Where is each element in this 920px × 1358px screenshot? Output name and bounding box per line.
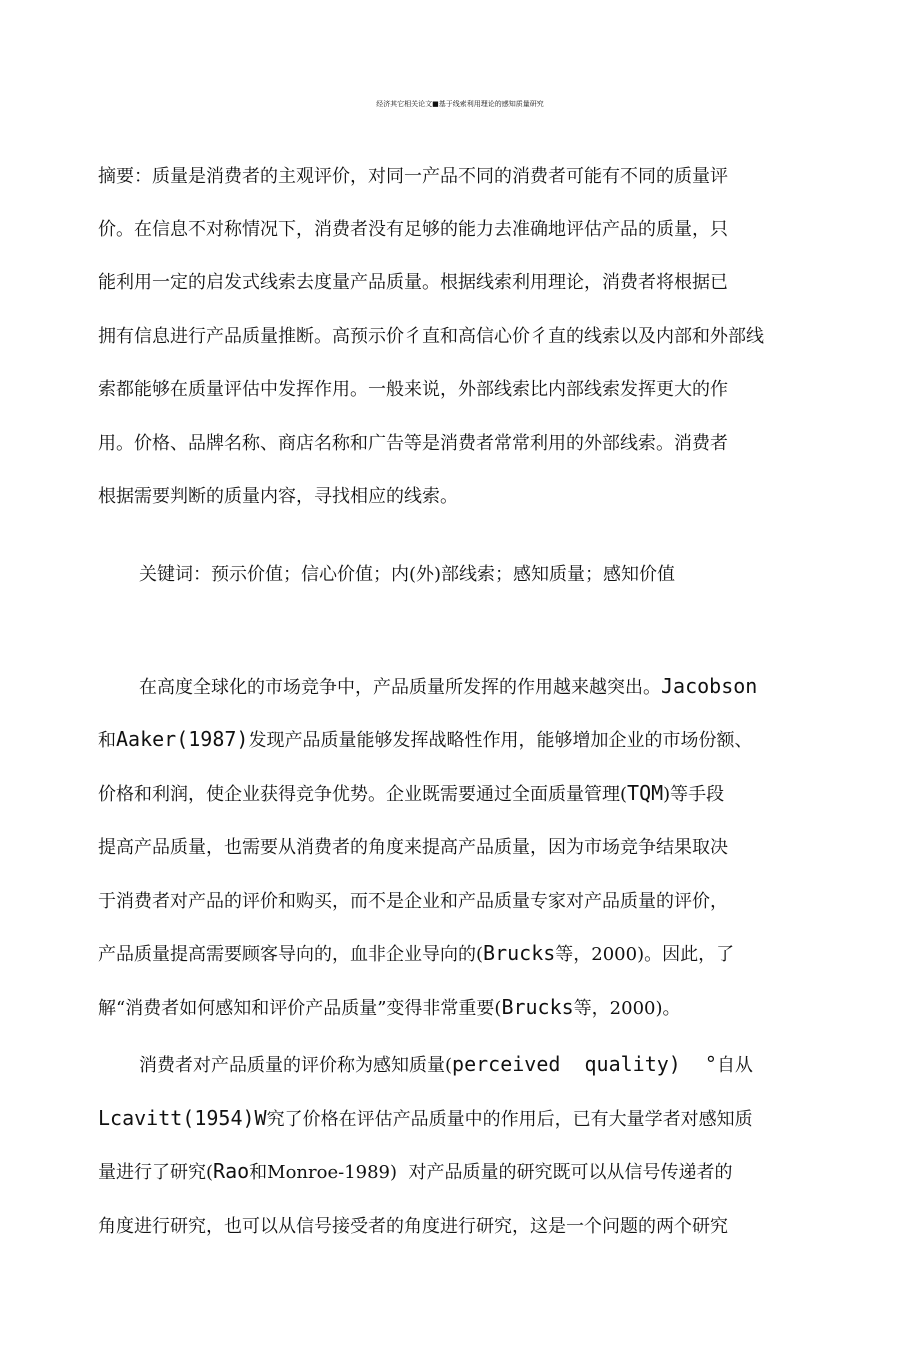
body-line: 价格和利润，使企业获得竞争优势。企业既需要通过全面质量管理(TQM)等手段 (98, 781, 725, 805)
page-title: 经济其它相关论文■基于线索利用理论的感知质量研究 (376, 100, 544, 108)
abstract-line: 用。价格、品牌名称、商店名称和广告等是消费者常常利用的外部线索。消费者 (98, 433, 728, 454)
keywords: 关键词：预示价值；信心价值；内(外)部线索；感知质量；感知价值 (139, 564, 676, 585)
abstract-line: 摘要：质量是消费者的主观评价，对同一产品不同的消费者可能有不同的质量评 (98, 166, 728, 187)
body-line: 消费者对产品质量的评价称为感知质量(perceived quality) °自从 (139, 1052, 753, 1076)
body-line: 产品质量提高需要顾客导向的，血非企业导向的(Brucks等，2000)。因此，了 (98, 941, 735, 965)
abstract-line: 价。在信息不对称情况下，消费者没有足够的能力去准确地评估产品的质量，只 (98, 219, 728, 240)
body-line: 量进行了研究(Rao和Monroe-1989) 对产品质量的研究既可以从信号传递者的 (98, 1159, 733, 1183)
abstract-line: 索都能够在质量评估中发挥作用。一般来说，外部线索比内部线索发挥更大的作 (98, 379, 728, 400)
body-line: 在高度全球化的市场竞争中，产品质量所发挥的作用越来越突出。Jacobson (139, 674, 758, 698)
abstract-line: 拥有信息进行产品质量推断。高预示价彳直和高信心价彳直的线索以及内部和外部线 (98, 326, 764, 347)
body-line: 角度进行研究，也可以从信号接受者的角度进行研究，这是一个问题的两个研究 (98, 1216, 728, 1237)
abstract-line: 根据需要判断的质量内容，寻找相应的线索。 (98, 486, 458, 507)
body-line: 解“消费者如何感知和评价产品质量”变得非常重要(Brucks等，2000)。 (98, 995, 681, 1019)
body-line: 于消费者对产品的评价和购买，而不是企业和产品质量专家对产品质量的评价， (98, 891, 728, 912)
abstract-line: 能利用一定的启发式线索去度量产品质量。根据线索利用理论，消费者将根据已 (98, 272, 728, 293)
body-line: Lcavitt(1954)W究了价格在评估产品质量中的作用后，已有大量学者对感知质 (98, 1106, 753, 1130)
body-line: 和Aaker(1987)发现产品质量能够发挥战略性作用，能够增加企业的市场份额、 (98, 727, 753, 751)
body-line: 提高产品质量，也需要从消费者的角度来提高产品质量，因为市场竞争结果取决 (98, 837, 728, 858)
